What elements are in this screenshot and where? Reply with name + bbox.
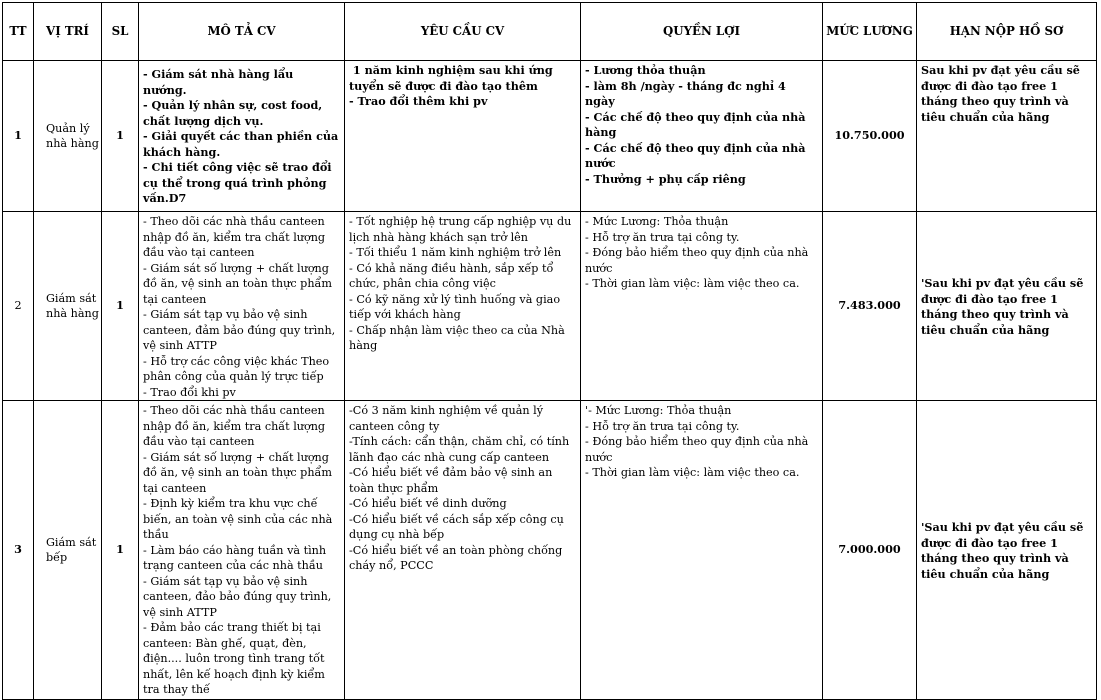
requirements-cell [345,401,581,700]
salary-cell: 7.483.000 [823,212,917,401]
position-cell: Quản lý nhà hàng [34,61,102,212]
quantity-cell: 1 [102,212,139,401]
description-line: - Quản lý nhân sự, cost food, chất lượng dịch vụ. [143,98,327,128]
benefit-line: - Thời gian làm việc: làm việc theo ca. [585,277,800,290]
requirement-line: - Có kỹ năng xử lý tình huống và giao tiếp với khách hàng [349,292,564,321]
deadline-cell: Sau khi pv đạt yêu cầu sẽ được đi đào tạo free 1 tháng theo quy trình và tiêu chuẩn của hãng [917,61,1097,212]
header-salary: MỨC LƯƠNG [823,3,917,61]
requirement-line: -Có 3 năm kinh nghiệm về quản lý canteen công ty [349,404,547,433]
header-description: MÔ TẢ CV [139,3,345,61]
requirements-cell [345,61,581,212]
requirement-line: - Tối thiểu 1 năm kinh nghiệm trở lên [349,246,562,259]
table-row [3,212,1097,401]
benefit-line: - Hỗ trợ ăn trưa tại công ty. [585,419,740,433]
requirement-line: - Chấp nhận làm việc theo ca của Nhà hàng [349,323,569,352]
description-line: - Giám sát tạp vụ bảo vệ sinh canteen, đảm bảo đúng quy trình, vệ sinh ATTP [143,308,339,352]
description-line: - Giám sát tạp vụ bảo vệ sinh canteen, đảo bảo đúng quy trình, vệ sinh ATTP [143,574,335,619]
requirements-cell [345,212,581,401]
requirement-line: -Có hiểu biết về đảm bảo vệ sinh an toàn thực phẩm [349,466,556,495]
description-cell [139,212,345,401]
quantity-cell: 1 [102,401,139,700]
position-cell: Giám sát bếp [34,401,102,700]
row-number: 3 [3,401,34,700]
header-requirements: YÊU CẦU CV [345,3,581,61]
row-number: 2 [3,212,34,401]
header-tt: TT [3,3,34,61]
header-row [3,3,1097,61]
description-line: - Trao đổi khi pv [143,385,236,399]
benefit-line: - Hỗ trợ ăn trưa tại công ty. [585,230,740,244]
benefit-line: - Đóng bảo hiểm theo quy định của nhà nước [585,246,812,275]
requirement-line: - Trao đổi thêm khi pv [349,94,488,108]
description-line: - Hỗ trợ các công việc khác Theo phân công của quản lý trực tiếp [143,354,333,383]
requirement-line: -Tính cách: cẩn thận, chăm chỉ, có tính lãnh đạo các nhà cung cấp canteen [349,435,573,464]
deadline-cell: 'Sau khi pv đạt yêu cầu sẽ được đi đào tạo free 1 tháng theo quy trình và tiêu chuẩn của hãng [917,401,1097,700]
benefits-cell [581,401,823,700]
benefit-line: - Các chế độ theo quy định của nhà hàng [585,109,810,139]
description-line: - Giải quyết các than phiền của khách hàng. [143,129,343,159]
benefit-line: - Mức Lương: Thỏa thuận [585,215,729,228]
requirement-line: - Có khả năng điều hành, sắp xếp tổ chức, phân chia công việc [349,261,557,290]
description-line: - Giám sát số lượng + chất lượng đồ ăn, vệ sinh an toàn thực phẩm tại canteen [143,261,336,306]
header-deadline: HẠN NỘP HỒ SƠ [917,3,1097,61]
description-line: - Theo dõi các nhà thầu canteen nhập đồ ăn, kiểm tra chất lượng đầu vào tại canteen [143,404,329,448]
table-row [3,401,1097,700]
benefit-line: - Đóng bảo hiểm theo quy định của nhà nước [585,435,812,464]
description-line: - Theo dõi các nhà thầu canteen nhập đồ ăn, kiểm tra chất lượng đầu vào tại canteen [143,215,329,259]
description-line: - Đảm bảo các trang thiết bị tại canteen: Bàn ghế, quạt, đèn, điện.... luôn trong tình trang tốt nhất, lên kế hoạch định kỳ kiểm tra thay thế [143,621,329,696]
benefit-line: - Các chế độ theo quy định của nhà nước [585,140,810,170]
description-cell [139,401,345,700]
requirement-line: 1 năm kinh nghiệm sau khi ứng tuyển sẽ được đi đào tạo thêm [349,63,557,93]
benefit-line: '- Mức Lương: Thỏa thuận [585,404,732,417]
header-sl: SL [102,3,139,61]
description-line: - Giám sát nhà hàng lẩu nướng. [143,67,298,97]
quantity-cell: 1 [102,61,139,212]
deadline-cell: 'Sau khi pv đạt yêu cầu sẽ được đi đào tạo free 1 tháng theo quy trình và tiêu chuẩn của hãng [917,212,1097,401]
requirement-line: -Có hiểu biết về dinh dưỡng [349,497,507,510]
description-line: - Giám sát số lượng + chất lượng đồ ăn, vệ sinh an toàn thực phẩm tại canteen [143,450,336,495]
description-line: - Định kỳ kiểm tra khu vực chế biến, an toàn vệ sinh của các nhà thầu [143,497,336,541]
header-benefits: QUYỀN LỢI [581,3,823,61]
benefits-cell [581,61,823,212]
benefits-cell [581,212,823,401]
header-position: VỊ TRÍ [34,3,102,61]
benefit-line: - Thưởng + phụ cấp riêng [585,171,746,186]
table-row [3,61,1097,212]
requirement-line: -Có hiểu biết về an toàn phòng chống cháy nổ, PCCC [349,543,566,572]
row-number: 1 [3,61,34,212]
benefit-line: - Lương thỏa thuận [585,63,706,77]
position-cell: Giám sát nhà hàng [34,212,102,401]
requirement-line: -Có hiểu biết về cách sắp xếp công cụ dụng cụ nhà bếp [349,512,568,541]
benefit-line: - Thời gian làm việc: làm việc theo ca. [585,466,800,479]
requirement-line: - Tốt nghiệp hệ trung cấp nghiệp vụ du lịch nhà hàng khách sạn trở lên [349,215,575,244]
benefit-line: - làm 8h /ngày - tháng đc nghỉ 4 ngày [585,78,790,108]
salary-cell: 7.000.000 [823,401,917,700]
description-line: - Chi tiết công việc sẽ trao đổi cụ thể trong quá trình phỏng vấn.D7 [143,160,336,206]
description-cell [139,61,345,212]
job-listing-table [2,2,1097,700]
salary-cell: 10.750.000 [823,61,917,212]
description-line: - Làm báo cáo hàng tuần và tình trạng canteen của các nhà thầu [143,543,330,572]
